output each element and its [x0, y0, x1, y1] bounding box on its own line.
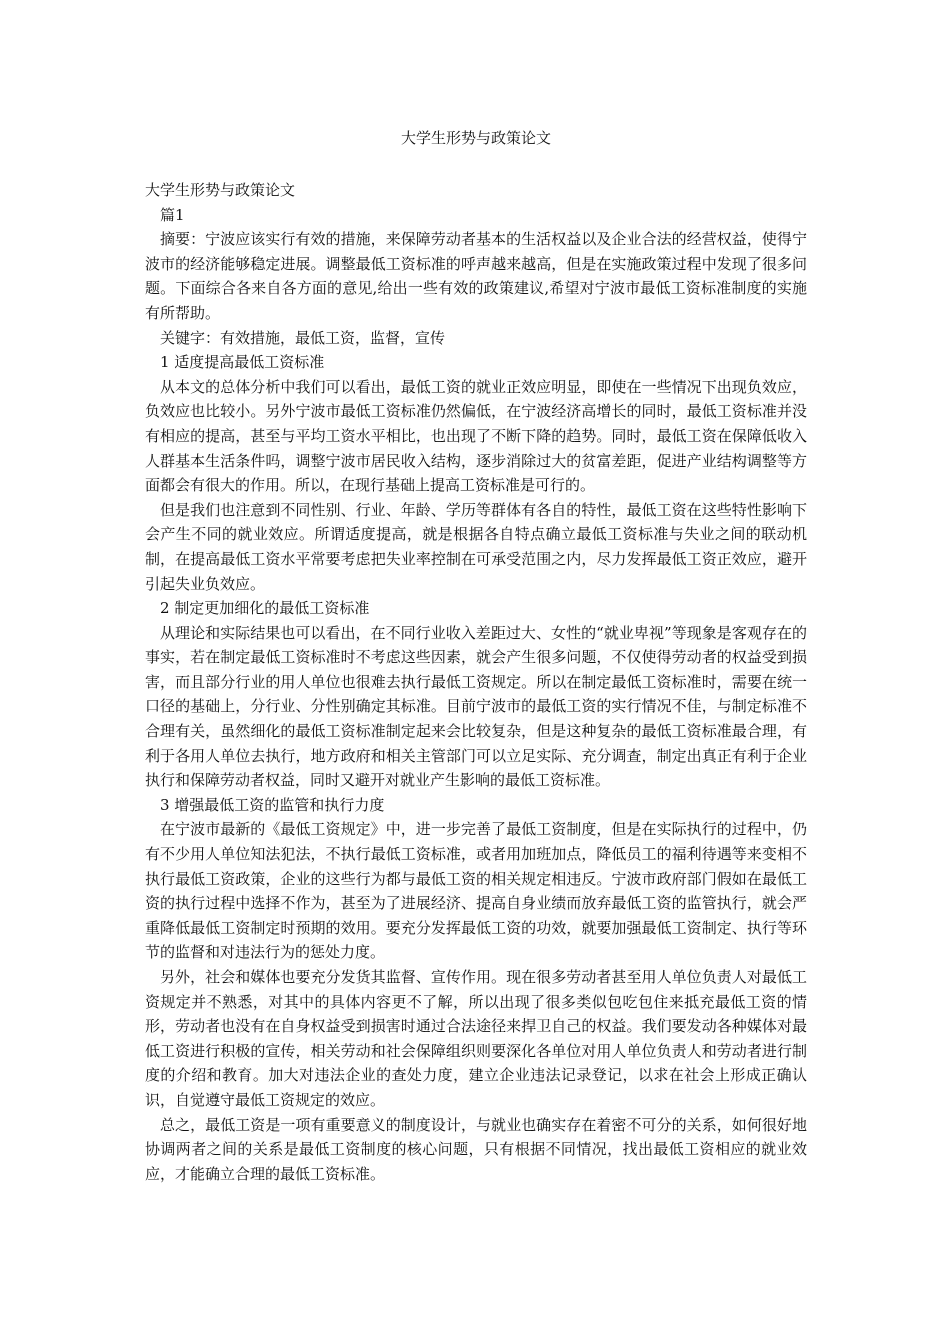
document-page: [145, 0, 807, 1344]
body-paragraph: 另外，社会和媒体也要充分发货其监督、宣传作用。现在很多劳动者甚至用人单位负责人对最低工资规定并不熟悉，对其中的具体内容更不了解，所以出现了很多类似包吃包住来抵充最低工资的情形，劳动者也没有在自身权益受到损害时通过合法途径来捍卫自己的权益。我们要发动各种媒体对最低工资进行积极的宣传，相关劳动和社会保障组织则要深化各单位对用人单位负责人和劳动者进行制度的介绍和教育。加大对违法企业的查处力度，建立企业违法记录登记，以求在社会上形成正确认识，自觉遵守最低工资规定的效应。: [145, 968, 807, 1109]
body-paragraph: 从本文的总体分析中我们可以看出，最低工资的就业正效应明显，即使在一些情况下出现负效应，负效应也比较小。另外宁波市最低工资标准仍然偏低，在宁波经济高增长的同时，最低工资标准并没有相应的提高，甚至与平均工资水平相比，也出现了不断下降的趋势。同时，最低工资在保障低收入人群基本生活条件吗，调整宁波市居民收入结构，逐步消除过大的贫富差距，促进产业结构调整等方面都会有很大的作用。所以，在现行基础上提高工资标准是可行的。: [145, 377, 807, 495]
body-heading: 大学生形势与政策论文: [145, 181, 296, 199]
document-body: [145, 178, 807, 1186]
body-paragraph: 在宁波市最新的《最低工资规定》中，进一步完善了最低工资制度，但是在实际执行的过程中，仍有不少用人单位知法犯法，不执行最低工资标准，或者用加班加点，降低员工的福利待遇等来变相不执行最低工资政策，企业的这些行为都与最低工资的相关规定相违反。宁波市政府部门假如在最低工资的执行过程中选择不作为，甚至为了进展经济、提高自身业绩而放弃最低工资的监管执行，就会严重降低最低工资制定时预期的效用。要充分发挥最低工资的功效，就要加强最低工资制定、执行等环节的监督和对违法行为的惩处力度。: [145, 820, 807, 962]
document-title: 大学生形势与政策论文: [400, 129, 551, 147]
conclusion-paragraph: 总之，最低工资是一项有重要意义的制度设计，与就业也确实存在着密不可分的关系，如何很好地协调两者之间的关系是最低工资制度的核心问题，只有根据不同情况，找出最低工资相应的就业效应，才能确立合理的最低工资标准。: [145, 1115, 807, 1183]
section-heading-3: 3 增强最低工资的监管和执行力度: [160, 795, 385, 814]
section-label: 篇1: [160, 205, 185, 224]
keywords-paragraph: 关键字：有效措施，最低工资，监督，宣传: [160, 328, 446, 347]
section-heading-2: 2 制定更加细化的最低工资标准: [160, 599, 370, 618]
body-paragraph: 但是我们也注意到不同性别、行业、年龄、学历等群体有各自的特性，最低工资在这些特性影响下会产生不同的就业效应。所谓适度提高，就是根据各自特点确立最低工资标准与失业之间的联动机制，在提高最低工资水平常要考虑把失业率控制在可承受范围之内，尽力发挥最低工资正效应，避开引起失业负效应。: [145, 500, 807, 593]
abstract-paragraph: 摘要：宁波应该实行有效的措施，来保障劳动者基本的生活权益以及企业合法的经营权益，使得宁波市的经济能够稳定进展。调整最低工资标准的呼声越来越高，但是在实施政策过程中发现了很多问题。下面综合各来自各方面的意见,给出一些有效的政策建议,希望对宁波市最低工资标准制度的实施有所帮助。: [145, 230, 807, 322]
body-paragraph: 从理论和实际结果也可以看出，在不同行业收入差距过大、女性的“就业卑视”等现象是客观存在的事实，若在制定最低工资标准时不考虑这些因素，就会产生很多问题，不仅使得劳动者的权益受到损害，而且部分行业的用人单位也很难去执行最低工资规定。所以在制定最低工资标准时，需要在统一口径的基础上，分行业、分性别确定其标准。目前宁波市的最低工资的实行情况不佳，与制定标准不合理有关，虽然细化的最低工资标准制定起来会比较复杂，但是这种复杂的最低工资标准最合理，有利于各用人单位去执行，地方政府和相关主管部门可以立足实际、充分调查，制定出真正有利于企业执行和保障劳动者权益，同时又避开对就业产生影响的最低工资标准。: [145, 623, 807, 790]
section-heading-1: 1 适度提高最低工资标准: [160, 353, 325, 372]
